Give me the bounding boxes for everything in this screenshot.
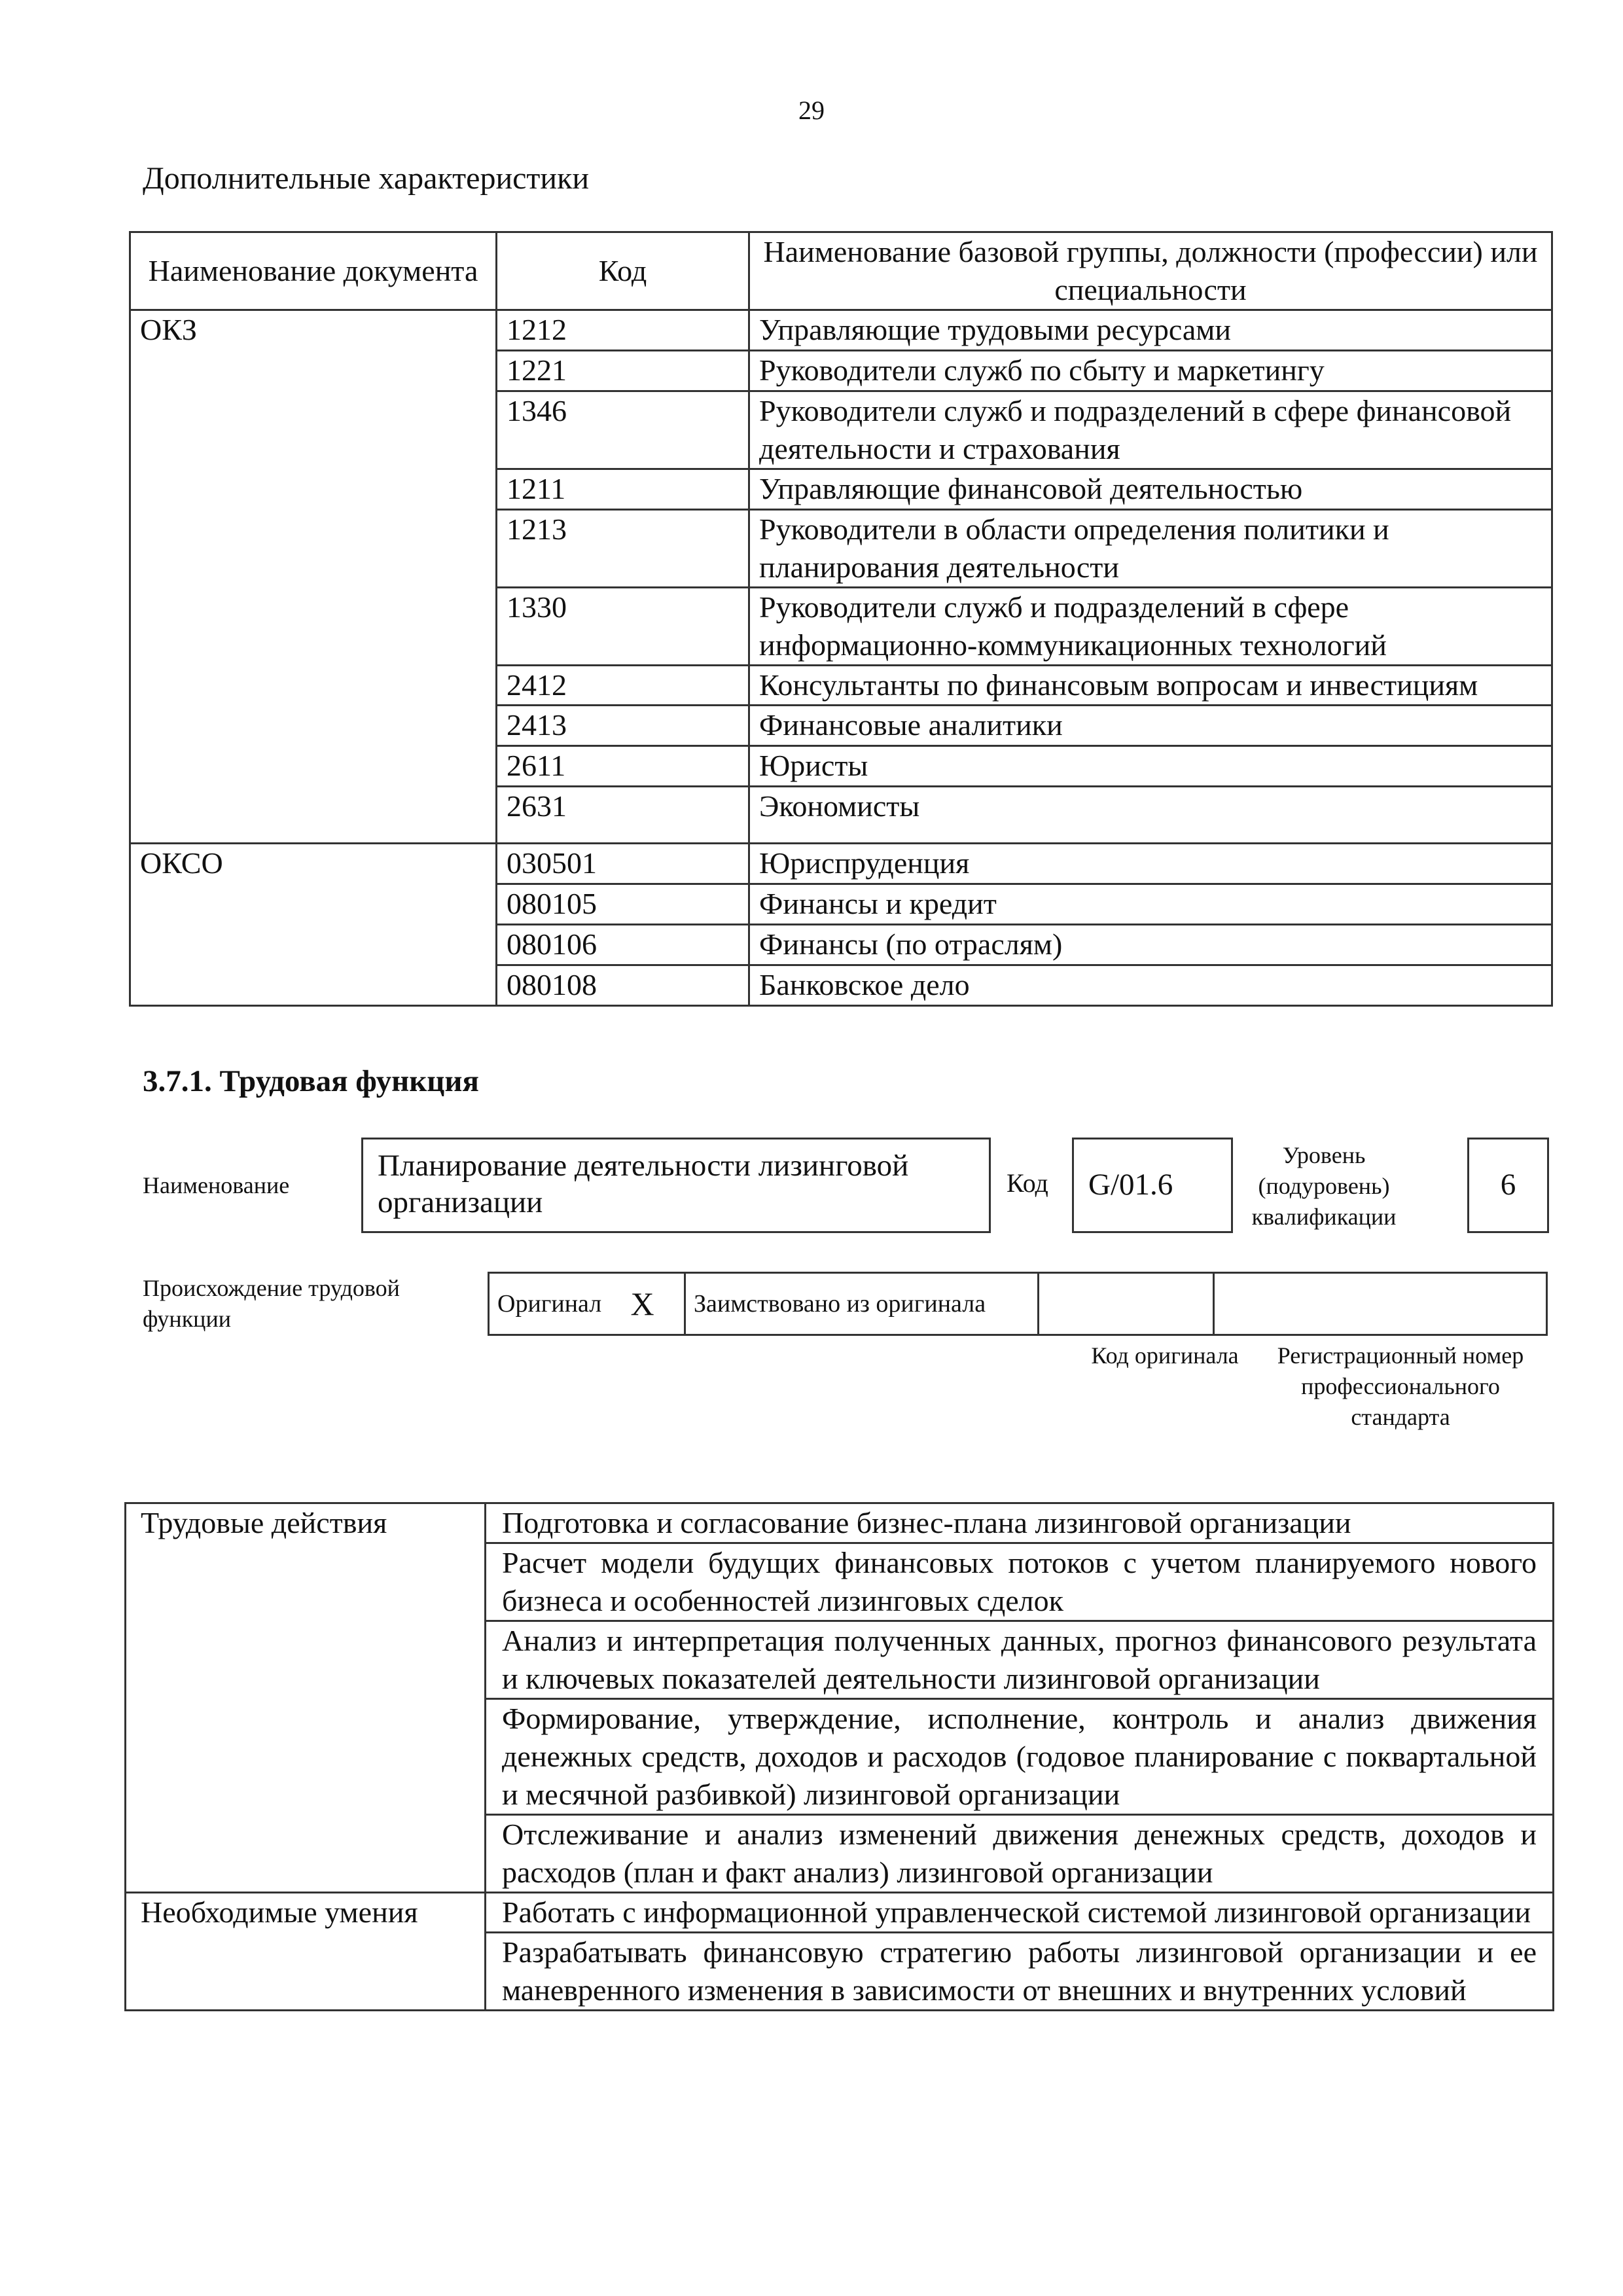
code-label: Код	[1007, 1168, 1048, 1198]
table-header-row	[130, 232, 1552, 310]
name-cell: Управляющие финансовой деятельностью	[749, 469, 1552, 510]
level-value-box: 6	[1467, 1138, 1549, 1233]
code-cell: 1212	[497, 310, 749, 351]
skill-item: Работать с информационной управленческой системой лизинговой организации	[486, 1893, 1554, 1933]
code-cell: 1211	[497, 469, 749, 510]
origin-table	[488, 1272, 1548, 1336]
code-cell: 1221	[497, 351, 749, 391]
action-item: Расчет модели будущих финансовых потоков с учетом планируемого нового бизнеса и особенностей лизинговых сделок	[486, 1543, 1554, 1621]
code-cell: 1213	[497, 510, 749, 588]
table-row	[126, 1503, 1554, 1543]
action-item: Формирование, утверждение, исполнение, контроль и анализ движения денежных средств, доходов и расходов (годовое планирование с поквартальной и месячной разбивкой) лизинговой организации	[486, 1699, 1554, 1815]
table-row	[130, 310, 1552, 351]
code-cell: 080105	[497, 884, 749, 925]
name-cell: Руководители в области определения политики и планирования деятельности	[749, 510, 1552, 588]
labor-actions-table	[124, 1502, 1554, 2011]
name-cell: Банковское дело	[749, 965, 1552, 1006]
table-row	[130, 844, 1552, 884]
additional-characteristics-title: Дополнительные характеристики	[143, 161, 590, 196]
name-label: Наименование	[143, 1172, 290, 1198]
document-okz: ОКЗ	[130, 310, 497, 844]
name-cell: Экономисты	[749, 787, 1552, 844]
skill-item: Разрабатывать финансовую стратегию работы лизинговой организации и ее маневренного изменения в зависимости от внешних и внутренних условий	[486, 1933, 1554, 2011]
additional-characteristics-table	[129, 231, 1553, 1007]
code-cell: 1330	[497, 588, 749, 666]
labor-function-title: 3.7.1. Трудовая функция	[143, 1064, 479, 1098]
code-cell: 2631	[497, 787, 749, 844]
page-number: 29	[798, 96, 825, 125]
action-item: Подготовка и согласование бизнес-плана лизинговой организации	[486, 1503, 1554, 1543]
registration-caption: Регистрационный номер профессионального стандарта	[1277, 1342, 1524, 1430]
code-cell: 030501	[497, 844, 749, 884]
original-mark: X	[623, 1273, 685, 1335]
name-cell: Финансы и кредит	[749, 884, 1552, 925]
code-cell: 2413	[497, 706, 749, 746]
name-cell: Управляющие трудовыми ресурсами	[749, 310, 1552, 351]
level-label: Уровень (подуровень) квалификации	[1251, 1142, 1397, 1230]
header-document: Наименование документа	[130, 232, 497, 310]
original-code-cell	[1039, 1273, 1214, 1335]
code-cell: 2412	[497, 666, 749, 706]
origin-row	[489, 1273, 1547, 1335]
code-cell: 2611	[497, 746, 749, 787]
name-cell: Консультанты по финансовым вопросам и инвестициям	[749, 666, 1552, 706]
original-label: Оригинал	[489, 1273, 623, 1335]
action-item: Анализ и интерпретация полученных данных, прогноз финансового результата и ключевых показателей деятельности лизинговой организации	[486, 1621, 1554, 1699]
code-cell: 1346	[497, 391, 749, 469]
origin-label: Происхождение трудовой функции	[143, 1275, 400, 1332]
function-code-box: G/01.6	[1072, 1138, 1233, 1233]
name-cell: Руководители служб по сбыту и маркетингу	[749, 351, 1552, 391]
name-cell: Юристы	[749, 746, 1552, 787]
section-label-actions: Трудовые действия	[126, 1503, 486, 1893]
borrowed-label: Заимствовано из оригинала	[685, 1273, 1039, 1335]
table-row	[126, 1893, 1554, 1933]
document-okso: ОКСО	[130, 844, 497, 1006]
function-name-box: Планирование деятельности лизинговой организации	[361, 1138, 991, 1233]
section-label-skills: Необходимые умения	[126, 1893, 486, 2011]
code-cell: 080108	[497, 965, 749, 1006]
name-cell: Финансы (по отраслям)	[749, 925, 1552, 965]
header-code: Код	[497, 232, 749, 310]
name-cell: Юриспруденция	[749, 844, 1552, 884]
name-cell: Руководители служб и подразделений в сфере финансовой деятельности и страхования	[749, 391, 1552, 469]
action-item: Отслеживание и анализ изменений движения денежных средств, доходов и расходов (план и факт анализ) лизинговой организации	[486, 1815, 1554, 1893]
code-cell: 080106	[497, 925, 749, 965]
name-cell: Финансовые аналитики	[749, 706, 1552, 746]
name-cell: Руководители служб и подразделений в сфере информационно-коммуникационных технологий	[749, 588, 1552, 666]
original-code-caption: Код оригинала	[1091, 1342, 1239, 1369]
registration-number-cell	[1214, 1273, 1547, 1335]
header-name: Наименование базовой группы, должности (профессии) или специальности	[749, 232, 1552, 310]
